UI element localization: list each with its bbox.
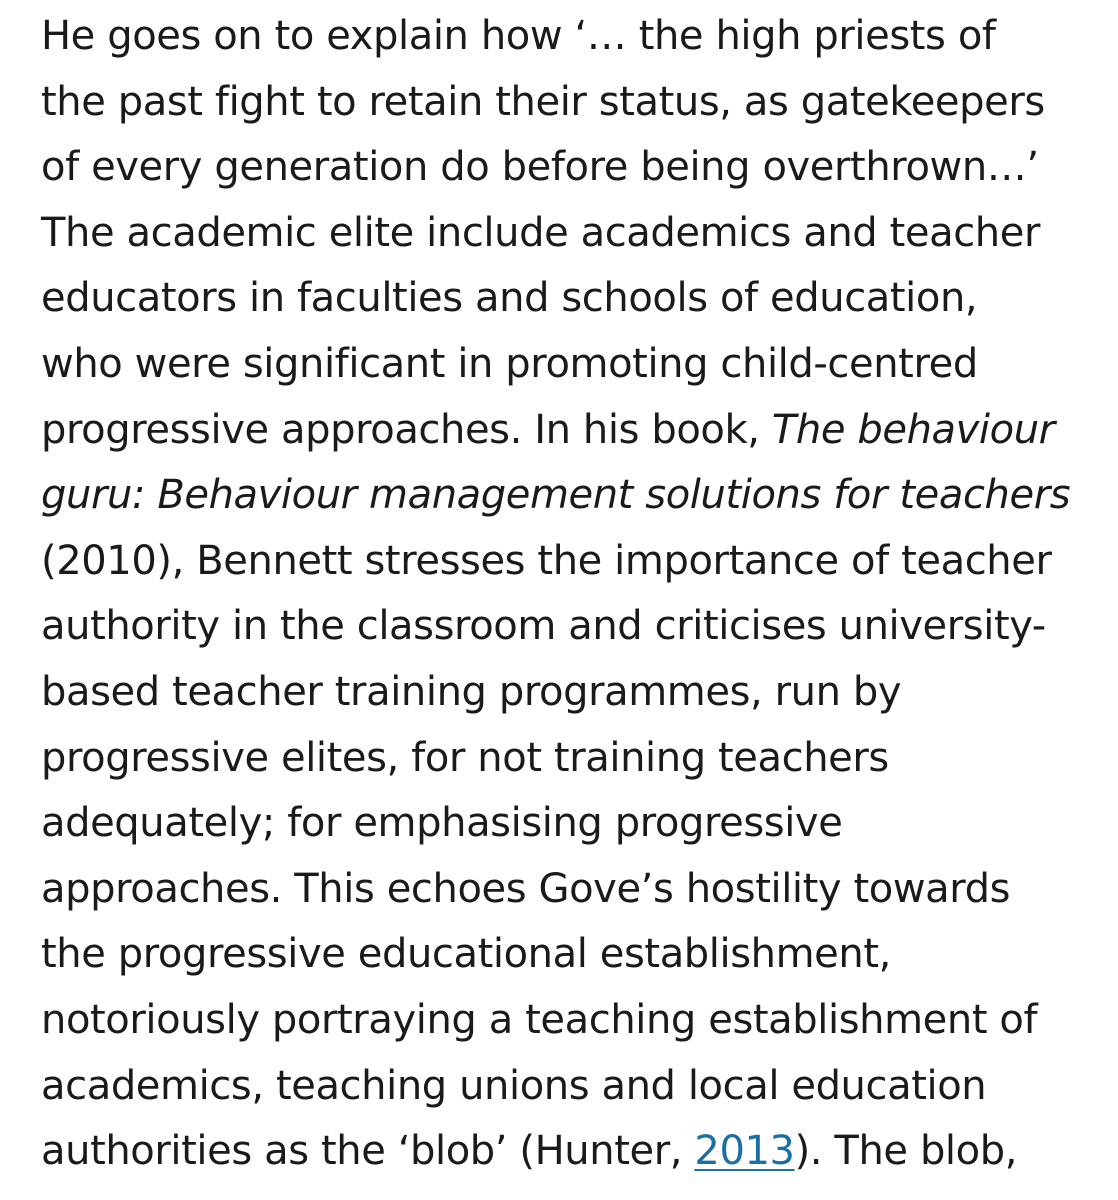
text-line: academics, teaching unions and local education (41, 1062, 987, 1109)
text-line: based teacher training programmes, run by (41, 668, 902, 715)
text-line: the past fight to retain their status, as gatekeepers (41, 78, 1045, 125)
text-line: who were significant in promoting child-centred (41, 340, 978, 387)
text-line: authority in the classroom and criticises university- (41, 603, 1046, 650)
text-line: The academic elite include academics and teacher (41, 209, 1041, 256)
text-segment: ). The blob, (794, 1128, 1018, 1175)
text-line (41, 1119, 1101, 1185)
citation-link[interactable]: 2013 (694, 1128, 795, 1175)
book-title-continued: guru: Behaviour management solutions for teachers (41, 472, 1071, 519)
text-line: adequately; for emphasising progressive (41, 800, 843, 847)
text-segment: progressive approaches. In his book, (41, 406, 772, 453)
text-line: He goes on to explain how ‘… the high priests of (41, 13, 996, 59)
text-line: of every generation do before being overthrown…’ (41, 144, 1039, 191)
book-title: The behaviour (771, 406, 1055, 453)
text-line: the progressive educational establishment, (41, 931, 891, 978)
text-line: educators in faculties and schools of education, (41, 275, 978, 322)
text-line (41, 398, 1101, 464)
text-line: progressive elites, for not training teachers (41, 734, 889, 781)
article-body (41, 4, 1101, 1185)
text-line: approaches. This echoes Gove’s hostility towards (41, 865, 1011, 912)
text-line: notoriously portraying a teaching establishment of (41, 996, 1038, 1043)
text-line: (2010), Bennett stresses the importance of teacher (41, 537, 1052, 584)
text-segment: authorities as the ‘blob’ (Hunter, (41, 1128, 695, 1175)
